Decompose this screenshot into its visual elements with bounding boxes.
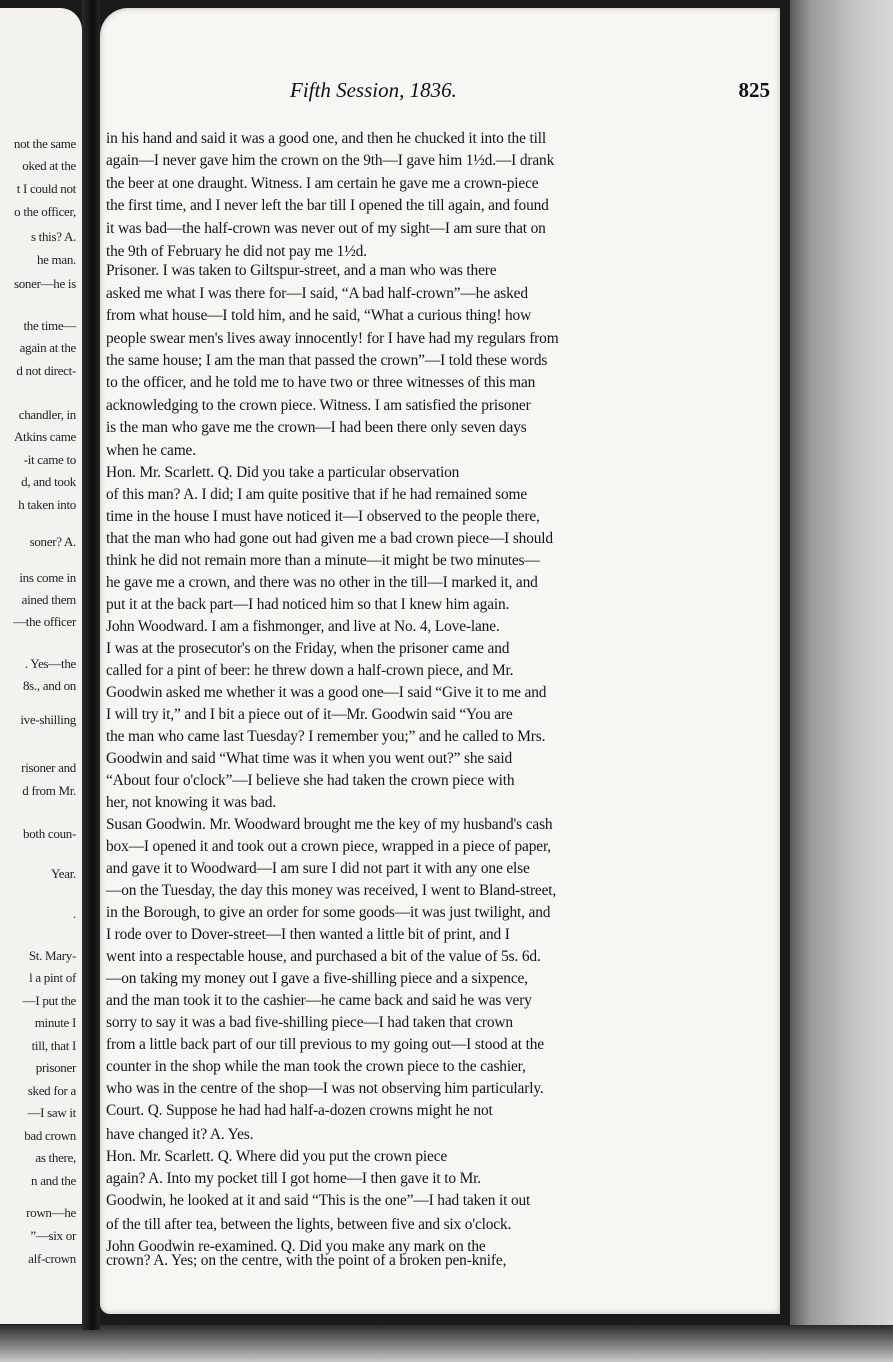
body-line: time in the house I must have noticed it—I observed to the people there, <box>106 508 540 525</box>
body-line: Goodwin and said “What time was it when you went out?” she said <box>106 750 512 767</box>
facing-page-line: —I saw it <box>27 1105 76 1120</box>
facing-page-line: d from Mr. <box>22 783 76 798</box>
facing-page-line: Year. <box>51 866 76 881</box>
facing-page-line: ained them <box>21 592 76 607</box>
body-line: have changed it? A. Yes. <box>106 1126 254 1143</box>
facing-page-line: both coun- <box>23 826 76 841</box>
body-line: the beer at one draught. Witness. I am certain he gave me a crown-piece <box>106 175 539 192</box>
body-line: the 9th of February he did not pay me 1½d. <box>106 243 367 260</box>
body-line: acknowledging to the crown piece. Witness. I am satisfied the prisoner <box>106 397 531 414</box>
body-line: asked me what I was there for—I said, “A bad half-crown”—he asked <box>106 285 528 302</box>
facing-page-line: as there, <box>35 1150 76 1165</box>
facing-page-line: n and the <box>31 1173 76 1188</box>
facing-page-line: . <box>73 906 76 921</box>
body-line: the same house; I am the man that passed the crown”—I told these words <box>106 352 548 369</box>
facing-page-line: ins come in <box>19 570 76 585</box>
facing-page-line: the time— <box>23 318 76 333</box>
body-line: of the till after tea, between the lights, between five and six o'clock. <box>106 1216 512 1233</box>
body-line: from a little back part of our till previous to my going out—I stood at the <box>106 1036 544 1053</box>
body-line: Susan Goodwin. Mr. Woodward brought me the key of my husband's cash <box>106 816 553 833</box>
body-line: in the Borough, to give an order for some goods—it was just twilight, and <box>106 904 551 921</box>
body-line: went into a respectable house, and purchased a bit of the value of 5s. 6d. <box>106 948 541 965</box>
body-line: box—I opened it and took out a crown piece, wrapped in a piece of paper, <box>106 838 552 855</box>
facing-page-line: 8s., and on <box>22 678 76 693</box>
facing-page-line: he man. <box>36 252 76 267</box>
facing-page-line: —the officer <box>13 614 76 629</box>
body-line: again—I never gave him the crown on the 9th—I gave him 1½d.—I drank <box>106 152 555 169</box>
facing-page-line: d, and took <box>21 474 76 489</box>
facing-page-line: chandler, in <box>18 407 76 422</box>
page-number: 825 <box>738 78 770 102</box>
facing-page-line: again at the <box>19 340 76 355</box>
facing-page-line: l a pint of <box>29 970 76 985</box>
book-gutter <box>82 0 100 1330</box>
facing-page-line: rown—he <box>26 1205 76 1220</box>
body-line: in his hand and said it was a good one, and then he chucked it into the till <box>106 130 546 147</box>
body-line: that the man who had gone out had given me a bad crown piece—I should <box>106 530 553 547</box>
facing-page-line: sked for a <box>27 1083 76 1098</box>
body-line: Goodwin, he looked at it and said “This is the one”—I had taken it out <box>106 1192 531 1209</box>
body-line: the man who came last Tuesday? I remember you;” and he called to Mrs. <box>106 728 546 745</box>
facing-page-line: o the officer, <box>14 204 76 219</box>
facing-page-line: s this? A. <box>30 229 76 244</box>
body-line: he gave me a crown, and there was no other in the till—I marked it, and <box>106 574 538 591</box>
body-line: it was bad—the half-crown was never out of my sight—I am sure that on <box>106 220 546 237</box>
facing-page-line: till, that I <box>31 1038 76 1053</box>
body-line: Hon. Mr. Scarlett. Q. Where did you put the crown piece <box>106 1148 448 1165</box>
facing-page-line: St. Mary- <box>28 948 76 963</box>
facing-page-line: soner? A. <box>29 534 76 549</box>
body-line: John Woodward. I am a fishmonger, and live at No. 4, Love-lane. <box>106 618 500 635</box>
body-line: John Goodwin re-examined. Q. Did you make any mark on the <box>106 1238 486 1255</box>
document-page <box>100 8 780 1314</box>
body-line: from what house—I told him, and he said, “What a curious thing! how <box>106 307 532 324</box>
facing-page-line: bad crown <box>24 1128 76 1143</box>
scanner-background <box>790 0 893 1362</box>
facing-page-line: oked at the <box>22 158 76 173</box>
body-line: Hon. Mr. Scarlett. Q. Did you take a particular observation <box>106 464 460 481</box>
page-header <box>290 78 770 108</box>
body-line: who was in the centre of the shop—I was not observing him particularly. <box>106 1080 544 1097</box>
body-line: I will try it,” and I bit a piece out of it—Mr. Goodwin said “You are <box>106 706 513 723</box>
body-line: when he came. <box>106 442 196 459</box>
body-line: is the man who gave me the crown—I had been there only seven days <box>106 419 527 436</box>
facing-page-line: soner—he is <box>13 276 76 291</box>
body-line: Court. Q. Suppose he had had half-a-dozen crowns might he not <box>106 1102 493 1119</box>
body-line: again? A. Into my pocket till I got home—I then gave it to Mr. <box>106 1170 481 1187</box>
facing-page-line: minute I <box>34 1015 76 1030</box>
body-line: put it at the back part—I had noticed him so that I knew him again. <box>106 596 510 613</box>
facing-page-line: —I put the <box>22 993 76 1008</box>
body-line: and the man took it to the cashier—he came back and said he was very <box>106 992 532 1009</box>
body-line: her, not knowing it was bad. <box>106 794 277 811</box>
body-line: called for a pint of beer: he threw down a half-crown piece, and Mr. <box>106 662 514 679</box>
facing-page-line: Atkins came <box>13 429 76 444</box>
facing-page-line: alf-crown <box>28 1251 76 1266</box>
body-line: —on the Tuesday, the day this money was received, I went to Bland-street, <box>106 882 557 899</box>
facing-page-line: not the same <box>13 136 76 151</box>
body-line: Goodwin asked me whether it was a good one—I said “Give it to me and <box>106 684 547 701</box>
body-line: Prisoner. I was taken to Giltspur-street, and a man who was there <box>106 262 497 279</box>
body-line: counter in the shop while the man took the crown piece to the cashier, <box>106 1058 526 1075</box>
body-line: of this man? A. I did; I am quite positive that if he had remained some <box>106 486 528 503</box>
body-line: the first time, and I never left the bar till I opened the till again, and found <box>106 197 549 214</box>
body-line: crown? A. Yes; on the centre, with the point of a broken pen-knife, <box>106 1252 507 1269</box>
body-line: think he did not remain more than a minute—it might be two minutes— <box>106 552 540 569</box>
body-line: —on taking my money out I gave a five-shilling piece and a sixpence, <box>106 970 528 987</box>
body-line: “About four o'clock”—I believe she had taken the crown piece with <box>106 772 515 789</box>
body-line: people swear men's lives away innocently! for I have had my regulars from <box>106 330 559 347</box>
facing-page-line: risoner and <box>21 760 76 775</box>
body-line: I rode over to Dover-street—I then wanted a little bit of print, and I <box>106 926 510 943</box>
scanner-bottom-edge <box>0 1325 893 1362</box>
facing-page <box>0 8 82 1324</box>
facing-page-line: ”—six or <box>30 1228 76 1243</box>
facing-page-line: h taken into <box>18 497 76 512</box>
facing-page-line: d not direct- <box>16 363 76 378</box>
facing-page-line: t I could not <box>16 181 76 196</box>
body-line: I was at the prosecutor's on the Friday, when the prisoner came and <box>106 640 510 657</box>
body-line: to the officer, and he told me to have two or three witnesses of this man <box>106 374 536 391</box>
facing-page-line: prisoner <box>35 1060 76 1075</box>
facing-page-line: ive-shilling <box>20 712 76 727</box>
running-title: Fifth Session, 1836. <box>290 78 457 102</box>
body-line: and gave it to Woodward—I am sure I did not part it with any one else <box>106 860 530 877</box>
facing-page-line: -it came to <box>23 452 76 467</box>
body-line: sorry to say it was a bad five-shilling piece—I had taken that crown <box>106 1014 513 1031</box>
facing-page-line: . Yes—the <box>24 656 76 671</box>
